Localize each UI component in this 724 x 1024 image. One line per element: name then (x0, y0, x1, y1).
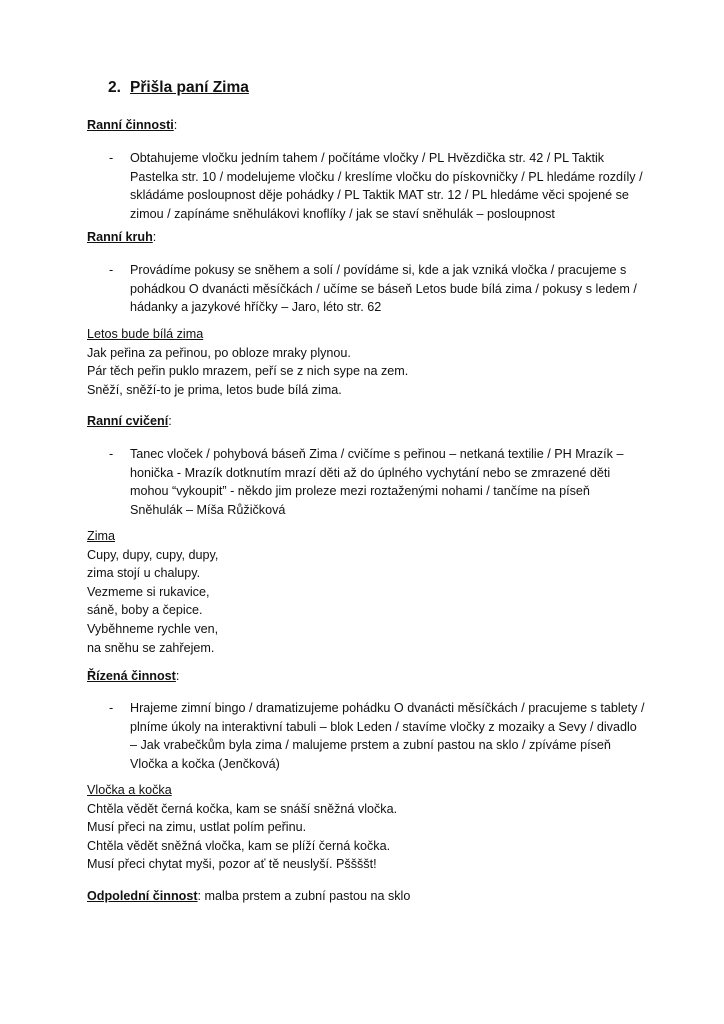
bullet-dash: - (109, 151, 114, 165)
section-suffix: : (173, 118, 178, 132)
bullet-item-ranni-kruh (87, 261, 647, 317)
poem-line: Chtěla vědět černá kočka, kam se snáší sněžná vločka. (87, 801, 398, 816)
bullet-dash: - (109, 263, 114, 277)
bullet-item-ranni-cviceni (87, 445, 647, 519)
section-label: Ranní činnosti (87, 118, 174, 132)
bullet-text: Tanec vloček / pohybová báseň Zima / cvičíme s peřinou – netkaná textilie / PH Mrazík – honička - Mrazík dotknutím mrazí děti až do úplného vychytání nebo se zmrazené děti mohou “vykoupit” - někdo jim proleze mezi roztaženými nohami / tančíme na píseň Sněhulák – Míša Růžičková (130, 447, 624, 517)
section-suffix: : (175, 669, 180, 683)
poem-line: Jak peřina za peřinou, po obloze mraky plynou. (87, 345, 351, 360)
section-heading-ranni-kruh (87, 228, 156, 246)
poem-line: sáně, boby a čepice. (87, 603, 203, 618)
poem-letos-bude-bila-zima (87, 325, 647, 399)
bullet-item-ranni-cinnosti (87, 149, 647, 223)
bullet-dash: - (109, 447, 114, 461)
section-label: Odpolední činnost (87, 889, 198, 903)
bullet-text: Hrajeme zimní bingo / dramatizujeme pohádku O dvanácti měsíčkách / pracujeme s tablety / plníme úkoly na interaktivní tabuli – blok Leden / stavíme vločky z mozaiky a Sevy / divadlo – Jak vrabečkům byla zima / malujeme prstem a zubní pastou na sklo / zpíváme píseň Vločka a kočka (Jenčková) (130, 701, 645, 771)
section-suffix: : (152, 230, 157, 244)
poem-line: Chtěla vědět sněžná vločka, kam se plíží černá kočka. (87, 838, 391, 853)
section-suffix: : (168, 414, 172, 428)
heading-number: 2. (108, 79, 121, 96)
poem-line: Musí přeci chytat myši, pozor ať tě neuslyší. Pššššt! (87, 857, 377, 872)
poem-title: Vločka a kočka (87, 783, 172, 797)
section-heading-odpoledni-cinnost (87, 887, 410, 905)
section-label: Řízená činnost (87, 669, 176, 683)
section-text: : malba prstem a zubní pastou na sklo (197, 889, 411, 903)
poem-title: Zima (87, 529, 115, 543)
section-heading-ranni-cviceni (87, 412, 172, 430)
bullet-text: Provádíme pokusy se sněhem a solí / povídáme si, kde a jak vzniká vločka / pracujeme s pohádkou O dvanácti měsíčkách / učíme se báseň Letos bude bílá zima / pokusy s ledem / hádanky a jazykové hříčky – Jaro, léto str. 62 (130, 263, 637, 315)
section-label: Ranní kruh (87, 230, 153, 244)
poem-line: Sněží, sněží-to je prima, letos bude bílá zima. (87, 382, 342, 397)
poem-line: Vyběhneme rychle ven, (87, 621, 219, 636)
section-heading-ranni-cinnosti (87, 116, 177, 134)
bullet-item-rizena-cinnost (87, 699, 647, 773)
bullet-dash: - (109, 701, 114, 715)
heading-title: Přišla paní Zima (130, 79, 249, 96)
section-label: Ranní cvičení (87, 414, 169, 428)
poem-line: zima stojí u chalupy. (87, 566, 201, 581)
poem-line: Vezmeme si rukavice, (87, 584, 210, 599)
poem-vlocka-a-kocka (87, 781, 647, 874)
page-heading (108, 79, 249, 97)
poem-zima (87, 527, 647, 657)
poem-line: Pár těch peřin puklo mrazem, peří se z nich sype na zem. (87, 364, 409, 379)
poem-title: Letos bude bílá zima (87, 327, 204, 341)
bullet-text: Obtahujeme vločku jedním tahem / počítáme vločky / PL Hvězdička str. 42 / PL Taktik Pastelka str. 10 / modelujeme vločku / kreslíme vločku do pískovničky / PL hledáme rozdíly / skládáme posloupnost děje pohádky / PL Taktik MAT str. 12 / PL hledáme věci spojené se zimou / zapínáme sněhulákovi knoflíky / jak se staví sněhulák – posloupnost (130, 151, 643, 221)
section-heading-rizena-cinnost (87, 667, 179, 685)
poem-line: na sněhu se zahřejem. (87, 640, 215, 655)
poem-line: Cupy, dupy, cupy, dupy, (87, 547, 219, 562)
poem-line: Musí přeci na zimu, ustlat polím peřinu. (87, 820, 307, 835)
